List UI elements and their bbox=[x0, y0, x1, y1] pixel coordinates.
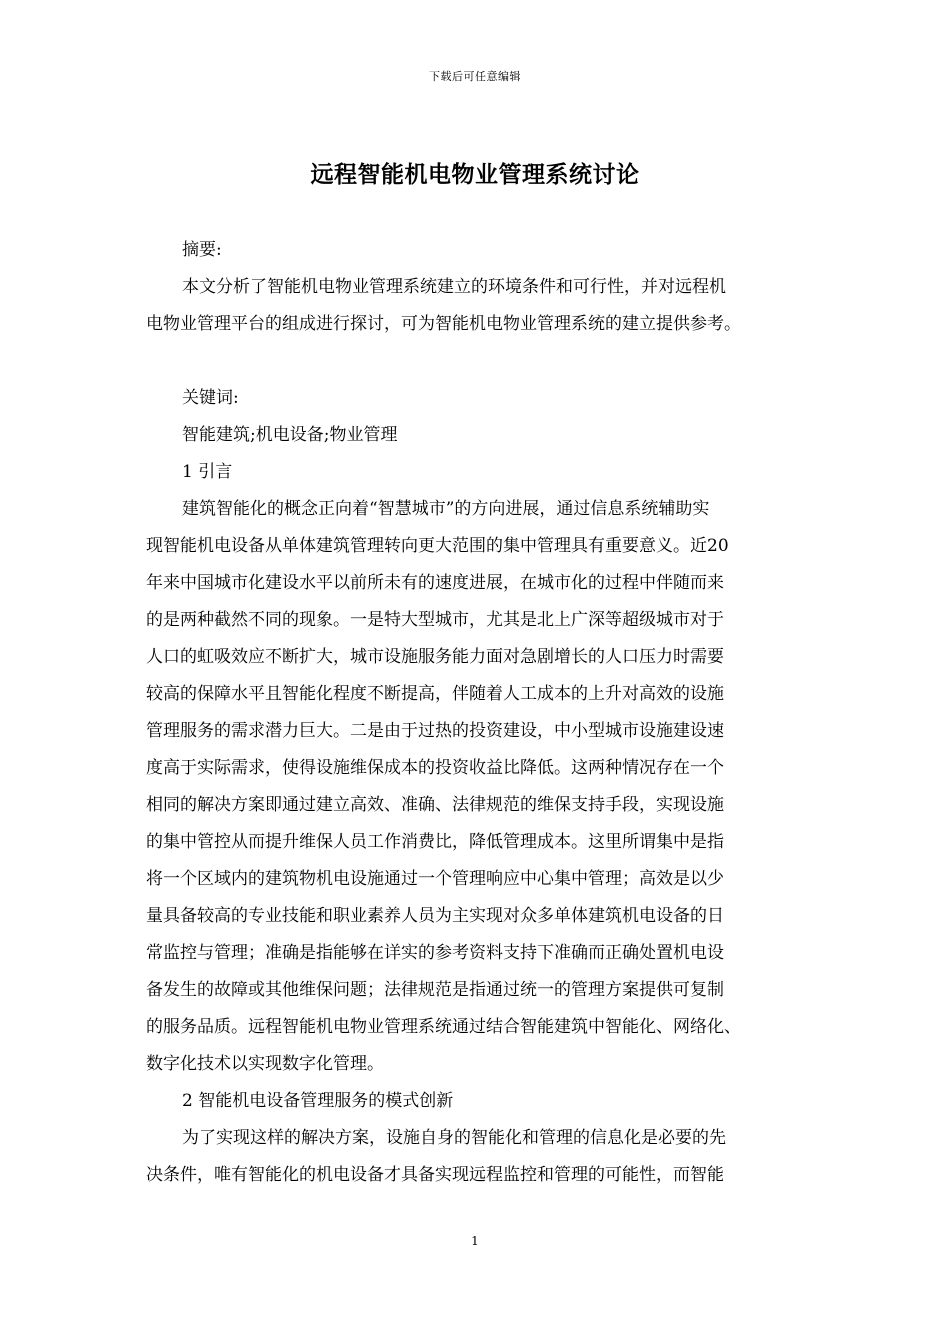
section-2-paragraph bbox=[146, 1120, 822, 1194]
abstract-label: 摘要: bbox=[182, 240, 222, 260]
page-number: 1 bbox=[471, 1234, 479, 1248]
paragraph-line: 决条件，唯有智能化的机电设备才具备实现远程监控和管理的可能性，而智能 bbox=[146, 1165, 724, 1185]
paragraph-line: 量具备较高的专业技能和职业素养人员为主实现对众多单体建筑机电设备的日 bbox=[146, 906, 724, 926]
header-note: 下载后可任意编辑 bbox=[429, 70, 521, 83]
document-body-continued bbox=[146, 380, 822, 1194]
abstract-paragraph bbox=[146, 269, 822, 343]
document-title: 远程智能机电物业管理系统讨论 bbox=[310, 161, 640, 188]
section-2-heading: 2 智能机电设备管理服务的模式创新 bbox=[182, 1091, 454, 1111]
paragraph-line: 为了实现这样的解决方案，设施自身的智能化和管理的信息化是必要的先 bbox=[182, 1128, 726, 1148]
paragraph-line: 的服务品质。远程智能机电物业管理系统通过结合智能建筑中智能化、网络化、 bbox=[146, 1017, 741, 1037]
paragraph-line: 建筑智能化的概念正向着“智慧城市”的方向进展，通过信息系统辅助实 bbox=[182, 499, 710, 519]
abstract-line: 电物业管理平台的组成进行探讨，可为智能机电物业管理系统的建立提供参考。 bbox=[146, 314, 741, 334]
abstract-line: 本文分析了智能机电物业管理系统建立的环境条件和可行性，并对远程机 bbox=[182, 277, 726, 297]
document-body bbox=[146, 232, 822, 343]
section-1-paragraph bbox=[146, 491, 822, 1083]
paragraph-line: 备发生的故障或其他维保问题；法律规范是指通过统一的管理方案提供可复制 bbox=[146, 980, 724, 1000]
paragraph-line: 人口的虹吸效应不断扩大，城市设施服务能力面对急剧增长的人口压力时需要 bbox=[146, 647, 724, 667]
paragraph-line: 数字化技术以实现数字化管理。 bbox=[146, 1054, 384, 1074]
paragraph-line: 年来中国城市化建设水平以前所未有的速度进展，在城市化的过程中伴随而来 bbox=[146, 573, 724, 593]
paragraph-line: 的是两种截然不同的现象。一是特大型城市，尤其是北上广深等超级城市对于 bbox=[146, 610, 724, 630]
paragraph-line: 相同的解决方案即通过建立高效、准确、法律规范的维保支持手段，实现设施 bbox=[146, 795, 724, 815]
paragraph-line: 常监控与管理；准确是指能够在详实的参考资料支持下准确而正确处置机电设 bbox=[146, 943, 724, 963]
paragraph-line: 较高的保障水平且智能化程度不断提高，伴随着人工成本的上升对高效的设施 bbox=[146, 684, 724, 704]
section-1-heading: 1 引言 bbox=[182, 462, 233, 482]
paragraph-line: 度高于实际需求，使得设施维保成本的投资收益比降低。这两种情况存在一个 bbox=[146, 758, 724, 778]
paragraph-line: 的集中管控从而提升维保人员工作消费比，降低管理成本。这里所谓集中是指 bbox=[146, 832, 724, 852]
paragraph-line: 现智能机电设备从单体建筑管理转向更大范围的集中管理具有重要意义。近20 bbox=[146, 536, 729, 556]
keywords-label: 关键词: bbox=[182, 388, 239, 408]
paragraph-line: 管理服务的需求潜力巨大。二是由于过热的投资建设，中小型城市设施建设速 bbox=[146, 721, 724, 741]
paragraph-line: 将一个区域内的建筑物机电设施通过一个管理响应中心集中管理；高效是以少 bbox=[146, 869, 724, 889]
keywords-text: 智能建筑;机电设备;物业管理 bbox=[182, 425, 398, 445]
